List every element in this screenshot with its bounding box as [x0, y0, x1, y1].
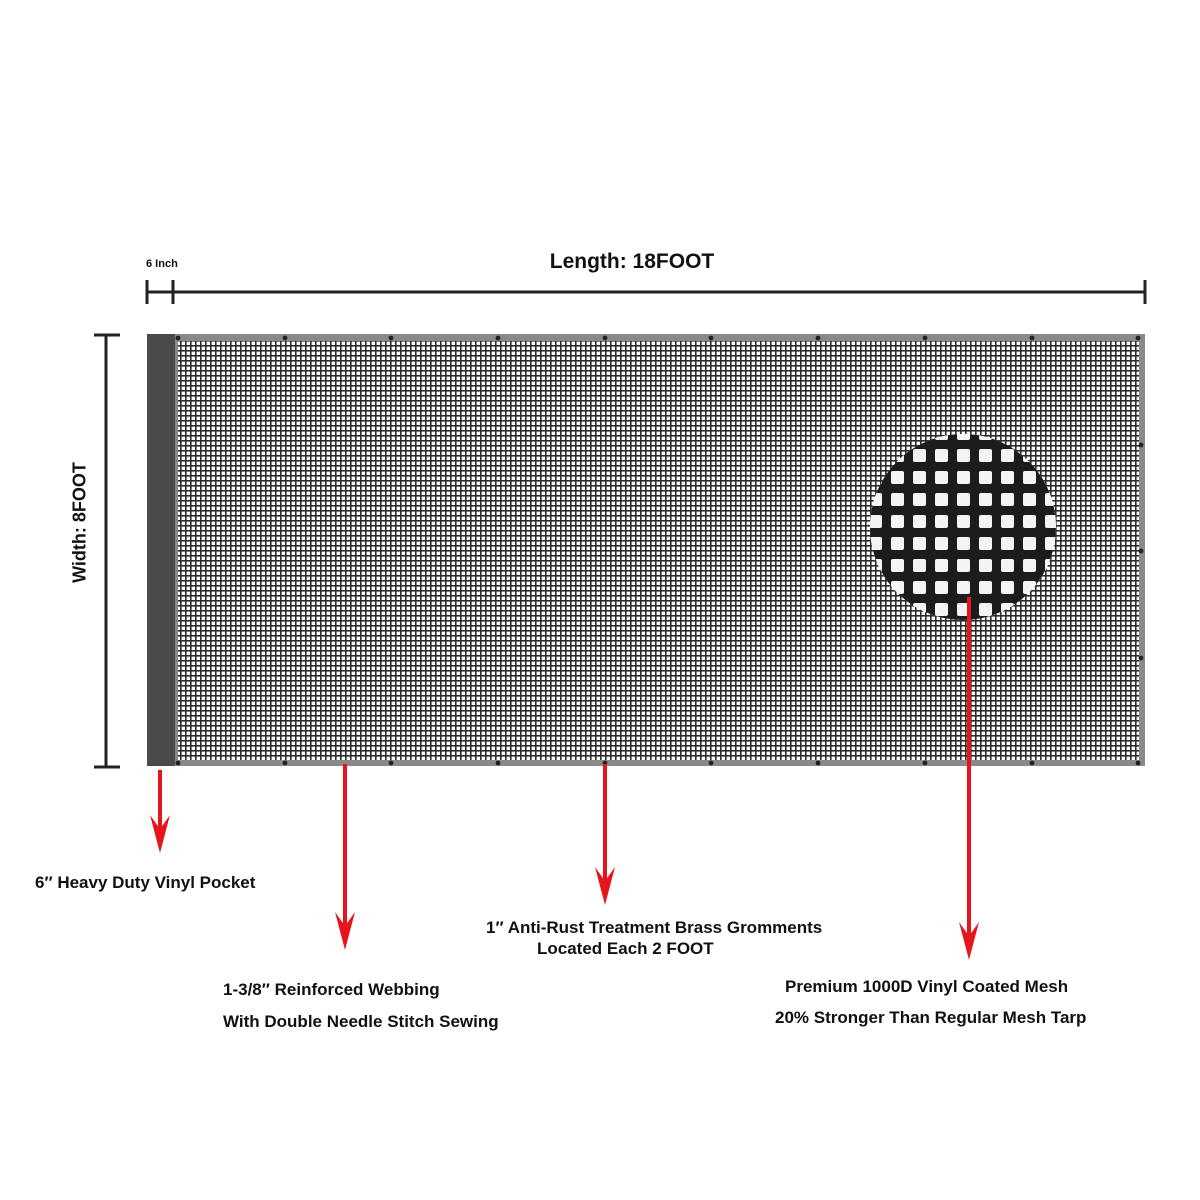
grommet	[1136, 336, 1141, 341]
grommet	[1030, 336, 1035, 341]
grommet	[1030, 761, 1035, 766]
grommet	[1139, 443, 1144, 448]
pocket-arrow	[150, 770, 170, 853]
grommet	[389, 336, 394, 341]
grommet	[176, 336, 181, 341]
grommet	[176, 761, 181, 766]
grommet	[283, 761, 288, 766]
webbing-callout-line2: With Double Needle Stitch Sewing	[223, 1012, 499, 1031]
grommet	[816, 336, 821, 341]
webbing-callout-line1: 1-3/8″ Reinforced Webbing	[223, 980, 440, 999]
pocket-callout: 6″ Heavy Duty Vinyl Pocket	[35, 873, 256, 892]
grommet	[496, 761, 501, 766]
grommet	[1139, 656, 1144, 661]
pocket-dimension-label: 6 Inch	[146, 258, 178, 270]
grommet	[709, 761, 714, 766]
webbing-arrow	[335, 764, 355, 950]
width-dimension-label: Width: 8FOOT	[69, 462, 90, 583]
mesh-callout-line1: Premium 1000D Vinyl Coated Mesh	[785, 977, 1069, 996]
grommet	[709, 336, 714, 341]
length-dimension-line	[147, 280, 1145, 304]
grommets-callout-line2: Located Each 2 FOOT	[537, 939, 714, 958]
grommet	[923, 761, 928, 766]
vinyl-pocket	[147, 334, 175, 766]
grommet	[603, 336, 608, 341]
grommet	[283, 336, 288, 341]
mesh-callout-line2: 20% Stronger Than Regular Mesh Tarp	[775, 1008, 1087, 1027]
width-dimension-line	[94, 335, 120, 767]
grommet	[816, 761, 821, 766]
length-dimension-label: Length: 18FOOT	[549, 250, 715, 273]
grommet	[1139, 549, 1144, 554]
grommet	[389, 761, 394, 766]
grommet	[1136, 761, 1141, 766]
grommets-callout-line1: 1″ Anti-Rust Treatment Brass Gromments	[486, 918, 823, 937]
grommet	[496, 336, 501, 341]
grommets-arrow	[595, 764, 615, 905]
grommet	[923, 336, 928, 341]
